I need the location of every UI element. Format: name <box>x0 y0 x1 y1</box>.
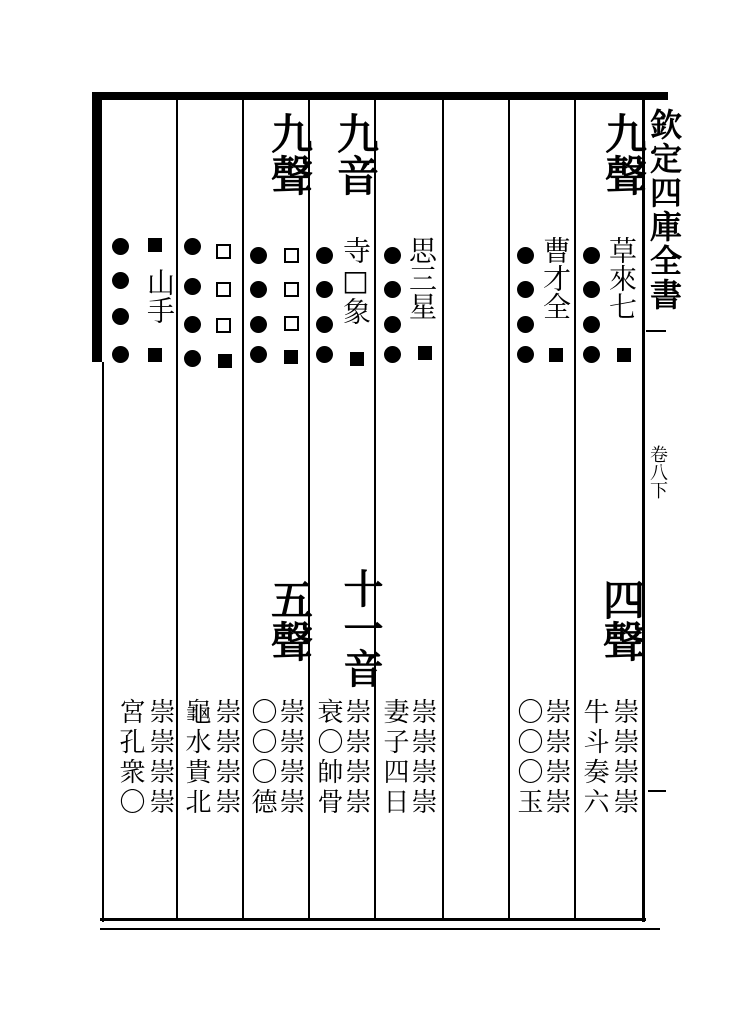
col2-upper-text: 曹才全 <box>539 236 572 320</box>
open-square-mark <box>284 316 299 331</box>
col5-lower-line-1: 崇崇崇崇 <box>341 698 371 818</box>
filled-circle-mark <box>250 247 267 264</box>
col5-header: 九音 <box>331 112 380 196</box>
filled-circle-mark <box>517 346 534 363</box>
filled-square-mark <box>617 348 631 362</box>
filled-circle-mark <box>517 281 534 298</box>
col1-lower-line-2: 牛斗奏六 <box>579 698 609 818</box>
book-title: 欽定四庫全書 <box>645 108 683 312</box>
filled-circle-mark <box>583 316 600 333</box>
open-square-mark <box>216 244 231 259</box>
filled-circle-mark <box>583 281 600 298</box>
filled-circle-mark <box>184 238 201 255</box>
filled-circle-mark <box>517 247 534 264</box>
col5-upper-text: 寺□象 <box>339 236 372 325</box>
filled-circle-mark <box>517 316 534 333</box>
col1-upper-text: 草來七 <box>605 236 638 320</box>
filled-circle-mark <box>184 278 201 295</box>
filled-circle-mark <box>112 308 129 325</box>
col1-header: 九聲 <box>599 112 648 196</box>
column-divider <box>508 98 510 918</box>
frame-left-border <box>92 92 102 362</box>
col6-lower-header: 五聲 <box>265 578 314 662</box>
col7-lower-line-1: 崇崇崇崇 <box>211 698 241 818</box>
filled-circle-mark <box>583 346 600 363</box>
filled-circle-mark <box>384 247 401 264</box>
filled-circle-mark <box>184 316 201 333</box>
col4-lower-line-2: 妻子四日 <box>379 698 409 818</box>
col5-lower-header: 十一音 <box>337 568 384 688</box>
filled-circle-mark <box>112 272 129 289</box>
col8-lower-line-1: 崇崇崇崇 <box>145 698 175 818</box>
column-divider <box>574 98 576 918</box>
filled-circle-mark <box>384 316 401 333</box>
open-square-mark <box>284 248 299 263</box>
col6-lower-line-2: 〇〇〇德 <box>247 698 277 818</box>
margin-tick <box>646 330 666 332</box>
frame-left-border-thin <box>102 362 104 922</box>
filled-circle-mark <box>250 281 267 298</box>
filled-circle-mark <box>316 346 333 363</box>
filled-circle-mark <box>583 247 600 264</box>
col5-lower-line-2: 衰〇帥骨 <box>313 698 343 818</box>
volume-label: 卷八下 <box>647 445 668 499</box>
open-square-mark <box>284 282 299 297</box>
filled-square-mark <box>284 350 298 364</box>
filled-circle-mark <box>112 238 129 255</box>
column-divider <box>308 98 310 918</box>
col7-lower-line-2: 龜水貴北 <box>181 698 211 818</box>
filled-circle-mark <box>250 316 267 333</box>
col4-lower-line-1: 崇崇崇崇 <box>407 698 437 818</box>
filled-square-mark <box>148 238 162 252</box>
filled-circle-mark <box>184 350 201 367</box>
col8-lower-line-2: 宮孔衆〇 <box>115 698 145 818</box>
filled-circle-mark <box>250 346 267 363</box>
column-divider <box>176 98 178 918</box>
col8-upper-text-partial: 山手 <box>143 268 176 324</box>
filled-circle-mark <box>316 281 333 298</box>
column-divider <box>374 98 376 918</box>
col6-lower-line-1: 崇崇崇崇 <box>275 698 305 818</box>
filled-square-mark <box>350 352 364 366</box>
filled-circle-mark <box>384 281 401 298</box>
filled-square-mark <box>218 354 232 368</box>
frame-bottom-border <box>100 918 646 921</box>
frame-top-border <box>96 92 668 100</box>
filled-circle-mark <box>316 316 333 333</box>
filled-circle-mark <box>384 346 401 363</box>
col6-header: 九聲 <box>265 112 314 196</box>
col2-lower-line-2: 〇〇〇玉 <box>513 698 543 818</box>
col2-lower-line-1: 崇崇崇崇 <box>541 698 571 818</box>
filled-square-mark <box>418 346 432 360</box>
filled-circle-mark <box>316 247 333 264</box>
column-divider <box>242 98 244 918</box>
column-divider <box>442 98 444 918</box>
open-square-mark <box>216 282 231 297</box>
filled-square-mark <box>549 348 563 362</box>
filled-square-mark <box>148 348 162 362</box>
frame-bottom-border-outer <box>100 928 660 930</box>
margin-tick-lower <box>648 790 666 792</box>
col4-upper-text: 思三星 <box>405 236 438 320</box>
filled-circle-mark <box>112 346 129 363</box>
open-square-mark <box>216 318 231 333</box>
col1-lower-line-1: 崇崇崇崇 <box>609 698 639 818</box>
col1-lower-header: 四聲 <box>597 578 646 662</box>
